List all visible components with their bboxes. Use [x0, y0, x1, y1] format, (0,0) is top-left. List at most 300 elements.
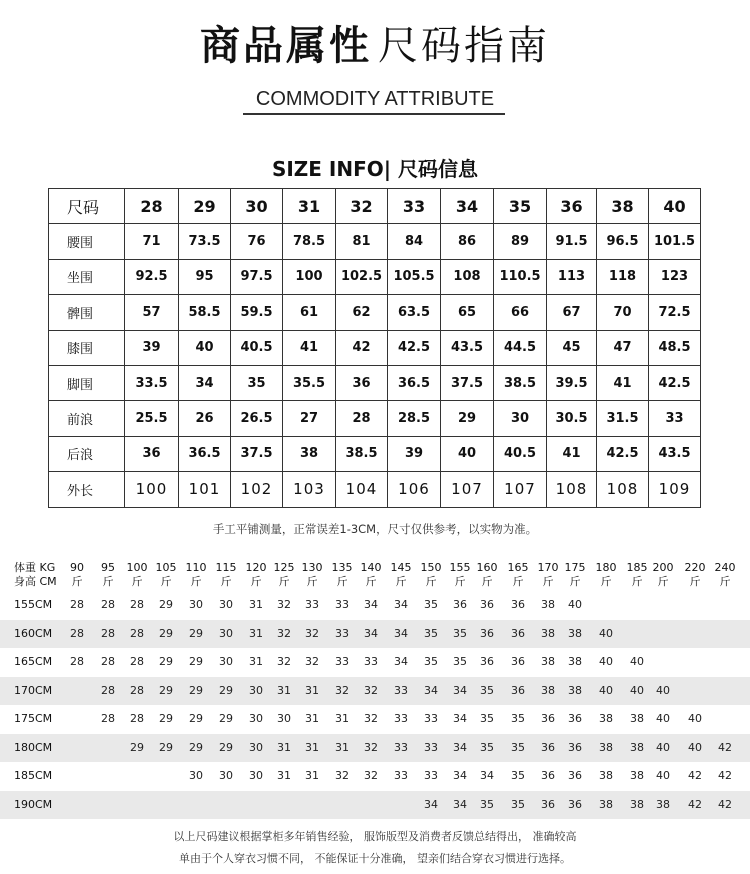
recommended-size-cell: 31 [249, 598, 263, 611]
recommended-size-cell: 40 [630, 683, 644, 697]
recommended-size-cell: 34 [424, 683, 438, 697]
weight-column-header [269, 561, 299, 589]
recommended-size-cell: 29 [130, 740, 144, 754]
weight-column-header [416, 561, 446, 589]
recommended-size-cell: 36 [480, 598, 494, 611]
recommended-size-cell: 34 [453, 797, 467, 811]
recommended-size-cell: 33 [394, 740, 408, 754]
recommended-size-cell: 42 [718, 797, 732, 811]
size-header-label: 尺码 [49, 189, 125, 224]
recommended-size-cell: 32 [364, 740, 378, 754]
recommended-size-cell: 28 [70, 598, 84, 611]
recommended-size-cell: 36 [511, 598, 525, 611]
measurement-label: 髀围 [49, 295, 125, 330]
recommended-size-cell: 30 [189, 769, 203, 782]
weight-unit: 斤 [689, 575, 701, 588]
weight-unit: 斤 [160, 575, 172, 588]
recommended-size-cell: 33 [394, 769, 408, 782]
fit-table-corner-label [14, 561, 57, 589]
recommended-size-cell: 28 [70, 655, 84, 668]
height-row [0, 705, 750, 734]
recommended-size-cell: 40 [688, 740, 702, 754]
measurement-row [49, 295, 701, 330]
recommended-size-cell: 34 [453, 769, 467, 782]
recommended-size-cell: 38 [568, 655, 582, 668]
recommended-size-cell: 28 [130, 626, 144, 640]
weight-column-header [503, 561, 533, 589]
weight-column-header [327, 561, 357, 589]
recommended-size-cell: 33 [424, 769, 438, 782]
page-subtitle: COMMODITY ATTRIBUTE [255, 88, 495, 110]
measurement-row [49, 472, 701, 507]
weight-value: 185 [626, 561, 648, 574]
measurement-value: 35.5 [283, 365, 336, 400]
measurement-value: 72.5 [649, 295, 701, 330]
recommended-size-cell: 29 [159, 683, 173, 697]
measurement-value: 30.5 [547, 401, 597, 436]
measurement-value: 101.5 [649, 224, 701, 259]
weight-value: 220 [684, 561, 706, 574]
measurement-value: 37.5 [231, 436, 283, 471]
recommended-size-cell: 33 [394, 712, 408, 725]
size-header-cell: 38 [597, 189, 649, 224]
measurement-value: 45 [547, 330, 597, 365]
recommended-size-cell: 40 [599, 626, 613, 640]
weight-value: 200 [652, 561, 674, 574]
measurement-value: 107 [441, 472, 494, 507]
recommended-size-cell: 29 [189, 740, 203, 754]
weight-column-header [533, 561, 563, 589]
measurement-value: 81 [336, 224, 388, 259]
measurement-value: 102.5 [336, 259, 388, 294]
size-header-cell: 33 [388, 189, 441, 224]
recommended-size-cell: 40 [656, 740, 670, 754]
recommended-size-cell: 29 [189, 683, 203, 697]
recommended-size-cell: 40 [656, 712, 670, 725]
recommended-size-cell: 33 [424, 740, 438, 754]
height-label: 160CM [14, 626, 53, 640]
measurement-value: 47 [597, 330, 649, 365]
recommended-size-cell: 30 [189, 598, 203, 611]
weight-unit: 斤 [190, 575, 202, 588]
size-header-cell: 35 [494, 189, 547, 224]
recommended-size-cell: 34 [453, 740, 467, 754]
recommended-size-cell: 30 [249, 683, 263, 697]
recommended-size-cell: 42 [718, 769, 732, 782]
measurement-value: 40 [441, 436, 494, 471]
measurement-value: 44.5 [494, 330, 547, 365]
measurement-value: 36.5 [179, 436, 231, 471]
weight-column-header [648, 561, 678, 589]
weight-value: 150 [420, 561, 442, 574]
measurement-value: 38.5 [494, 365, 547, 400]
weight-value: 115 [215, 561, 237, 574]
measurement-label: 膝围 [49, 330, 125, 365]
measurement-value: 78.5 [283, 224, 336, 259]
recommended-size-cell: 40 [630, 655, 644, 668]
weight-value: 130 [301, 561, 323, 574]
weight-unit: 斤 [278, 575, 290, 588]
recommended-size-cell: 29 [219, 712, 233, 725]
weight-value: 110 [185, 561, 207, 574]
measurement-value: 76 [231, 224, 283, 259]
recommended-size-cell: 32 [364, 712, 378, 725]
measurement-value: 30 [494, 401, 547, 436]
measurement-value: 58.5 [179, 295, 231, 330]
recommended-size-cell: 40 [656, 769, 670, 782]
measurement-value: 28.5 [388, 401, 441, 436]
measurement-value: 27 [283, 401, 336, 436]
recommended-size-cell: 35 [480, 683, 494, 697]
recommended-size-cell: 34 [394, 598, 408, 611]
recommended-size-cell: 32 [335, 683, 349, 697]
weight-value: 90 [70, 561, 84, 574]
size-header-cell: 36 [547, 189, 597, 224]
measurement-value: 84 [388, 224, 441, 259]
measurement-value: 28 [336, 401, 388, 436]
measurement-value: 43.5 [649, 436, 701, 471]
measurement-value: 66 [494, 295, 547, 330]
recommended-size-cell: 35 [511, 797, 525, 811]
recommended-size-cell: 30 [249, 712, 263, 725]
height-label: 175CM [14, 712, 53, 725]
recommended-size-cell: 29 [159, 740, 173, 754]
measurement-value: 25.5 [125, 401, 179, 436]
recommended-size-cell: 38 [541, 598, 555, 611]
recommended-size-cell: 38 [630, 797, 644, 811]
measurement-value: 38 [283, 436, 336, 471]
recommended-size-cell: 28 [130, 655, 144, 668]
measurement-value: 91.5 [547, 224, 597, 259]
recommended-size-cell: 28 [130, 712, 144, 725]
recommended-size-cell: 34 [364, 626, 378, 640]
fit-recommendation-table [0, 561, 750, 819]
height-label: 155CM [14, 598, 53, 611]
recommended-size-cell: 36 [568, 740, 582, 754]
recommended-size-cell: 29 [159, 655, 173, 668]
weight-unit: 斤 [250, 575, 262, 588]
page-title-bold: 商品属性 [200, 23, 372, 69]
weight-unit: 斤 [481, 575, 493, 588]
weight-unit: 斤 [425, 575, 437, 588]
measurement-value: 59.5 [231, 295, 283, 330]
weight-column-header [445, 561, 475, 589]
measurement-value: 107 [494, 472, 547, 507]
weight-unit: 斤 [657, 575, 669, 588]
weight-column-header [62, 561, 92, 589]
weight-value: 100 [126, 561, 148, 574]
measurement-value: 103 [283, 472, 336, 507]
size-header-cell: 30 [231, 189, 283, 224]
measurement-value: 42 [336, 330, 388, 365]
measurement-value: 26 [179, 401, 231, 436]
measurement-value: 40.5 [494, 436, 547, 471]
recommended-size-cell: 31 [305, 769, 319, 782]
recommended-size-cell: 31 [249, 626, 263, 640]
height-row [0, 762, 750, 791]
height-row [0, 734, 750, 763]
recommended-size-cell: 30 [249, 740, 263, 754]
weight-axis-label: 体重 KG [14, 561, 56, 574]
weight-column-header [151, 561, 181, 589]
weight-unit: 斤 [542, 575, 554, 588]
recommended-size-cell: 36 [541, 769, 555, 782]
measurement-value: 118 [597, 259, 649, 294]
recommended-size-cell: 36 [511, 683, 525, 697]
weight-column-header [386, 561, 416, 589]
recommended-size-cell: 33 [305, 598, 319, 611]
weight-column-header [181, 561, 211, 589]
weight-column-header [680, 561, 710, 589]
measurement-value: 35 [231, 365, 283, 400]
size-info-title: SIZE INFO| 尺码信息 [271, 157, 479, 181]
height-label: 170CM [14, 683, 53, 697]
recommended-size-cell: 32 [277, 655, 291, 668]
measurement-value: 39.5 [547, 365, 597, 400]
recommended-size-cell: 35 [511, 712, 525, 725]
measurement-value: 65 [441, 295, 494, 330]
weight-unit: 斤 [512, 575, 524, 588]
weight-value: 145 [390, 561, 412, 574]
recommended-size-cell: 35 [424, 655, 438, 668]
size-header-cell: 31 [283, 189, 336, 224]
height-label: 190CM [14, 797, 53, 811]
measurement-value: 33 [649, 401, 701, 436]
measurement-value: 108 [441, 259, 494, 294]
weight-unit: 斤 [131, 575, 143, 588]
recommended-size-cell: 40 [599, 683, 613, 697]
measurement-value: 33.5 [125, 365, 179, 400]
recommended-size-cell: 28 [101, 598, 115, 611]
measurement-value: 36 [336, 365, 388, 400]
measurement-row [49, 401, 701, 436]
measurement-value: 48.5 [649, 330, 701, 365]
recommended-size-cell: 33 [424, 712, 438, 725]
fit-table-header [0, 561, 750, 591]
height-label: 185CM [14, 769, 53, 782]
measurement-value: 62 [336, 295, 388, 330]
recommended-size-cell: 38 [599, 769, 613, 782]
measurement-value: 71 [125, 224, 179, 259]
height-row [0, 648, 750, 677]
height-row [0, 791, 750, 820]
recommended-size-cell: 36 [511, 626, 525, 640]
measurement-value: 86 [441, 224, 494, 259]
weight-column-header [560, 561, 590, 589]
measurement-label: 后浪 [49, 436, 125, 471]
recommended-size-cell: 28 [101, 626, 115, 640]
recommended-size-cell: 35 [480, 712, 494, 725]
recommended-size-cell: 38 [541, 655, 555, 668]
measurement-value: 109 [649, 472, 701, 507]
recommended-size-cell: 32 [277, 598, 291, 611]
recommended-size-cell: 32 [305, 655, 319, 668]
height-axis-label: 身高 CM [14, 575, 57, 588]
measurement-note: 手工平铺测量，正常误差1-3CM，尺寸仅供参考，以实物为准。 [212, 522, 538, 536]
recommended-size-cell: 38 [630, 769, 644, 782]
recommended-size-cell: 29 [159, 626, 173, 640]
recommended-size-cell: 32 [277, 626, 291, 640]
recommended-size-cell: 34 [424, 797, 438, 811]
weight-unit: 斤 [719, 575, 731, 588]
size-header-cell: 40 [649, 189, 701, 224]
recommended-size-cell: 29 [189, 655, 203, 668]
recommended-size-cell: 40 [568, 598, 582, 611]
recommended-size-cell: 34 [394, 655, 408, 668]
recommended-size-cell: 31 [305, 740, 319, 754]
measurement-value: 29 [441, 401, 494, 436]
page-title [0, 18, 750, 74]
recommended-size-cell: 32 [364, 769, 378, 782]
recommended-size-cell: 31 [305, 683, 319, 697]
weight-column-header [356, 561, 386, 589]
recommended-size-cell: 28 [70, 626, 84, 640]
size-header-row [49, 189, 701, 224]
measurement-value: 101 [179, 472, 231, 507]
recommended-size-cell: 29 [189, 712, 203, 725]
measurement-value: 113 [547, 259, 597, 294]
measurement-value: 102 [231, 472, 283, 507]
recommended-size-cell: 38 [541, 683, 555, 697]
recommended-size-cell: 35 [453, 655, 467, 668]
recommended-size-cell: 28 [101, 683, 115, 697]
recommended-size-cell: 36 [568, 797, 582, 811]
weight-value: 135 [331, 561, 353, 574]
measurement-value: 39 [125, 330, 179, 365]
recommended-size-cell: 38 [599, 740, 613, 754]
recommended-size-cell: 34 [453, 683, 467, 697]
recommended-size-cell: 31 [277, 769, 291, 782]
size-header-cell: 32 [336, 189, 388, 224]
measurement-row [49, 259, 701, 294]
recommended-size-cell: 36 [568, 769, 582, 782]
weight-column-header [591, 561, 621, 589]
measurement-value: 37.5 [441, 365, 494, 400]
fit-note-line1: 以上尺码建议根据掌柜多年销售经验， 服饰版型及消费者反馈总结得出， 准确较高 [173, 830, 577, 843]
measurement-row [49, 224, 701, 259]
measurement-value: 96.5 [597, 224, 649, 259]
recommended-size-cell: 29 [219, 740, 233, 754]
recommended-size-cell: 33 [364, 655, 378, 668]
recommended-size-cell: 35 [511, 769, 525, 782]
recommended-size-cell: 40 [656, 683, 670, 697]
recommended-size-cell: 36 [541, 712, 555, 725]
recommended-size-cell: 29 [219, 683, 233, 697]
height-row [0, 677, 750, 706]
recommended-size-cell: 40 [599, 655, 613, 668]
measurement-value: 95 [179, 259, 231, 294]
recommended-size-cell: 30 [219, 769, 233, 782]
measurement-value: 70 [597, 295, 649, 330]
weight-column-header [297, 561, 327, 589]
recommended-size-cell: 36 [511, 655, 525, 668]
recommended-size-cell: 28 [130, 598, 144, 611]
weight-unit: 斤 [336, 575, 348, 588]
measurement-value: 41 [283, 330, 336, 365]
recommended-size-cell: 34 [480, 769, 494, 782]
measurement-value: 97.5 [231, 259, 283, 294]
recommended-size-cell: 29 [189, 626, 203, 640]
recommended-size-cell: 30 [249, 769, 263, 782]
weight-value: 120 [245, 561, 267, 574]
weight-unit: 斤 [454, 575, 466, 588]
height-label: 180CM [14, 740, 53, 754]
weight-unit: 斤 [395, 575, 407, 588]
weight-column-header [211, 561, 241, 589]
measurement-value: 57 [125, 295, 179, 330]
page-header [0, 18, 750, 74]
measurement-value: 110.5 [494, 259, 547, 294]
height-row [0, 620, 750, 649]
weight-unit: 斤 [102, 575, 114, 588]
recommended-size-cell: 31 [335, 712, 349, 725]
recommended-size-cell: 35 [511, 740, 525, 754]
recommended-size-cell: 28 [101, 712, 115, 725]
recommended-size-cell: 29 [159, 712, 173, 725]
recommended-size-cell: 35 [480, 797, 494, 811]
weight-value: 125 [273, 561, 295, 574]
recommended-size-cell: 33 [394, 683, 408, 697]
weight-value: 95 [101, 561, 115, 574]
measurement-value: 39 [388, 436, 441, 471]
recommended-size-cell: 38 [599, 712, 613, 725]
recommended-size-cell: 42 [688, 797, 702, 811]
measurement-value: 41 [547, 436, 597, 471]
weight-value: 165 [507, 561, 529, 574]
recommended-size-cell: 31 [277, 683, 291, 697]
recommended-size-cell: 36 [541, 797, 555, 811]
recommended-size-cell: 30 [219, 655, 233, 668]
height-row [0, 591, 750, 620]
recommended-size-cell: 36 [541, 740, 555, 754]
size-header-cell: 34 [441, 189, 494, 224]
measurement-value: 108 [547, 472, 597, 507]
measurement-value: 67 [547, 295, 597, 330]
measurement-value: 40 [179, 330, 231, 365]
recommended-size-cell: 35 [424, 598, 438, 611]
measurement-label: 外长 [49, 472, 125, 507]
recommended-size-cell: 28 [101, 655, 115, 668]
recommended-size-cell: 36 [480, 626, 494, 640]
weight-value: 140 [360, 561, 382, 574]
weight-column-header [710, 561, 740, 589]
recommended-size-cell: 35 [424, 626, 438, 640]
recommended-size-cell: 35 [480, 740, 494, 754]
weight-value: 240 [714, 561, 736, 574]
recommended-size-cell: 32 [364, 683, 378, 697]
measurement-row [49, 330, 701, 365]
measurement-value: 26.5 [231, 401, 283, 436]
recommended-size-cell: 32 [335, 769, 349, 782]
weight-value: 105 [155, 561, 177, 574]
measurement-value: 100 [125, 472, 179, 507]
measurement-value: 104 [336, 472, 388, 507]
measurement-value: 36.5 [388, 365, 441, 400]
recommended-size-cell: 31 [277, 740, 291, 754]
measurement-value: 41 [597, 365, 649, 400]
measurement-value: 100 [283, 259, 336, 294]
measurement-value: 73.5 [179, 224, 231, 259]
measurement-value: 108 [597, 472, 649, 507]
recommended-size-cell: 33 [335, 598, 349, 611]
weight-unit: 斤 [365, 575, 377, 588]
recommended-size-cell: 38 [599, 797, 613, 811]
recommended-size-cell: 34 [394, 626, 408, 640]
recommended-size-cell: 38 [656, 797, 670, 811]
fit-note-line2: 单由于个人穿衣习惯不同， 不能保证十分准确， 望亲们结合穿衣习惯进行选择。 [179, 852, 571, 865]
recommended-size-cell: 36 [480, 655, 494, 668]
recommended-size-cell: 31 [335, 740, 349, 754]
